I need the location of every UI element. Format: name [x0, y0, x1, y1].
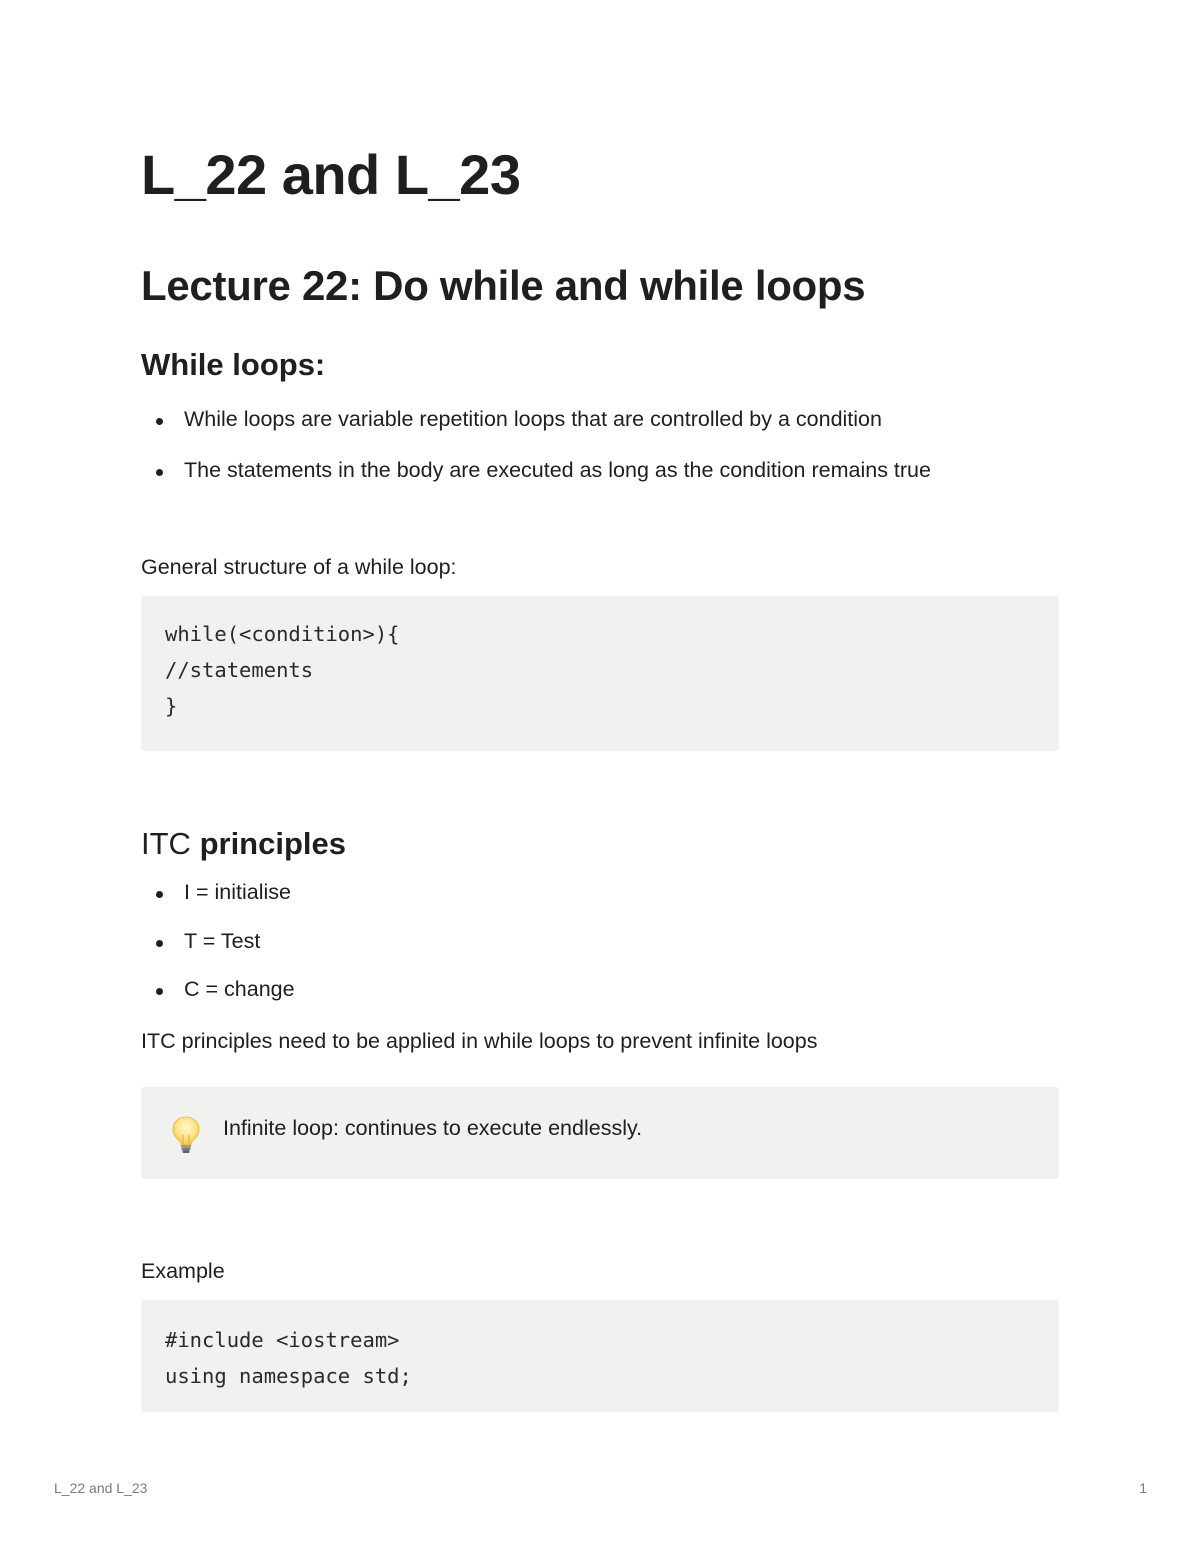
while-loops-heading: While loops:	[141, 347, 326, 382]
footer-doc-name: L_22 and L_23	[54, 1480, 148, 1496]
bullet-icon	[156, 469, 163, 476]
footer-page-number: 1	[1139, 1480, 1147, 1496]
code-line: using namespace std;	[165, 1364, 412, 1388]
callout-text: Infinite loop: continues to execute endlessly.	[223, 1116, 643, 1140]
code-line: }	[165, 694, 178, 718]
code-line: while(<condition>){	[165, 622, 400, 646]
code-line: #include <iostream>	[165, 1328, 400, 1352]
infinite-loop-callout	[141, 1087, 1059, 1179]
list-item-text: T = Test	[184, 929, 261, 953]
itc-principles-heading	[141, 825, 346, 862]
lightbulb-icon	[171, 1115, 201, 1155]
itc-note: ITC principles need to be applied in while loops to prevent infinite loops	[141, 1029, 818, 1053]
list-item-text: The statements in the body are executed as long as the condition remains true	[184, 458, 931, 482]
while-loops-bullet-list	[141, 407, 931, 486]
structure-label: General structure of a while loop:	[141, 555, 457, 579]
page-title: L_22 and L_23	[141, 143, 521, 206]
list-item	[141, 977, 295, 1005]
while-structure-code-block	[141, 596, 1059, 751]
lecture-heading: Lecture 22: Do while and while loops	[141, 262, 866, 309]
example-code-block	[141, 1300, 1059, 1412]
list-item	[141, 407, 931, 435]
code-line: //statements	[165, 658, 314, 682]
itc-heading-rest: principles	[199, 826, 346, 861]
list-item	[141, 880, 295, 908]
bullet-icon	[156, 418, 163, 425]
list-item	[141, 458, 931, 486]
list-item-text: I = initialise	[184, 880, 291, 904]
list-item	[141, 929, 295, 957]
bullet-icon	[156, 940, 163, 947]
example-label: Example	[141, 1259, 225, 1283]
itc-bullet-list	[141, 880, 295, 1005]
itc-heading-prefix: ITC	[141, 826, 191, 861]
bullet-icon	[156, 891, 163, 898]
list-item-text: C = change	[184, 977, 295, 1001]
bullet-icon	[156, 988, 163, 995]
list-item-text: While loops are variable repetition loops that are controlled by a condition	[184, 407, 882, 431]
